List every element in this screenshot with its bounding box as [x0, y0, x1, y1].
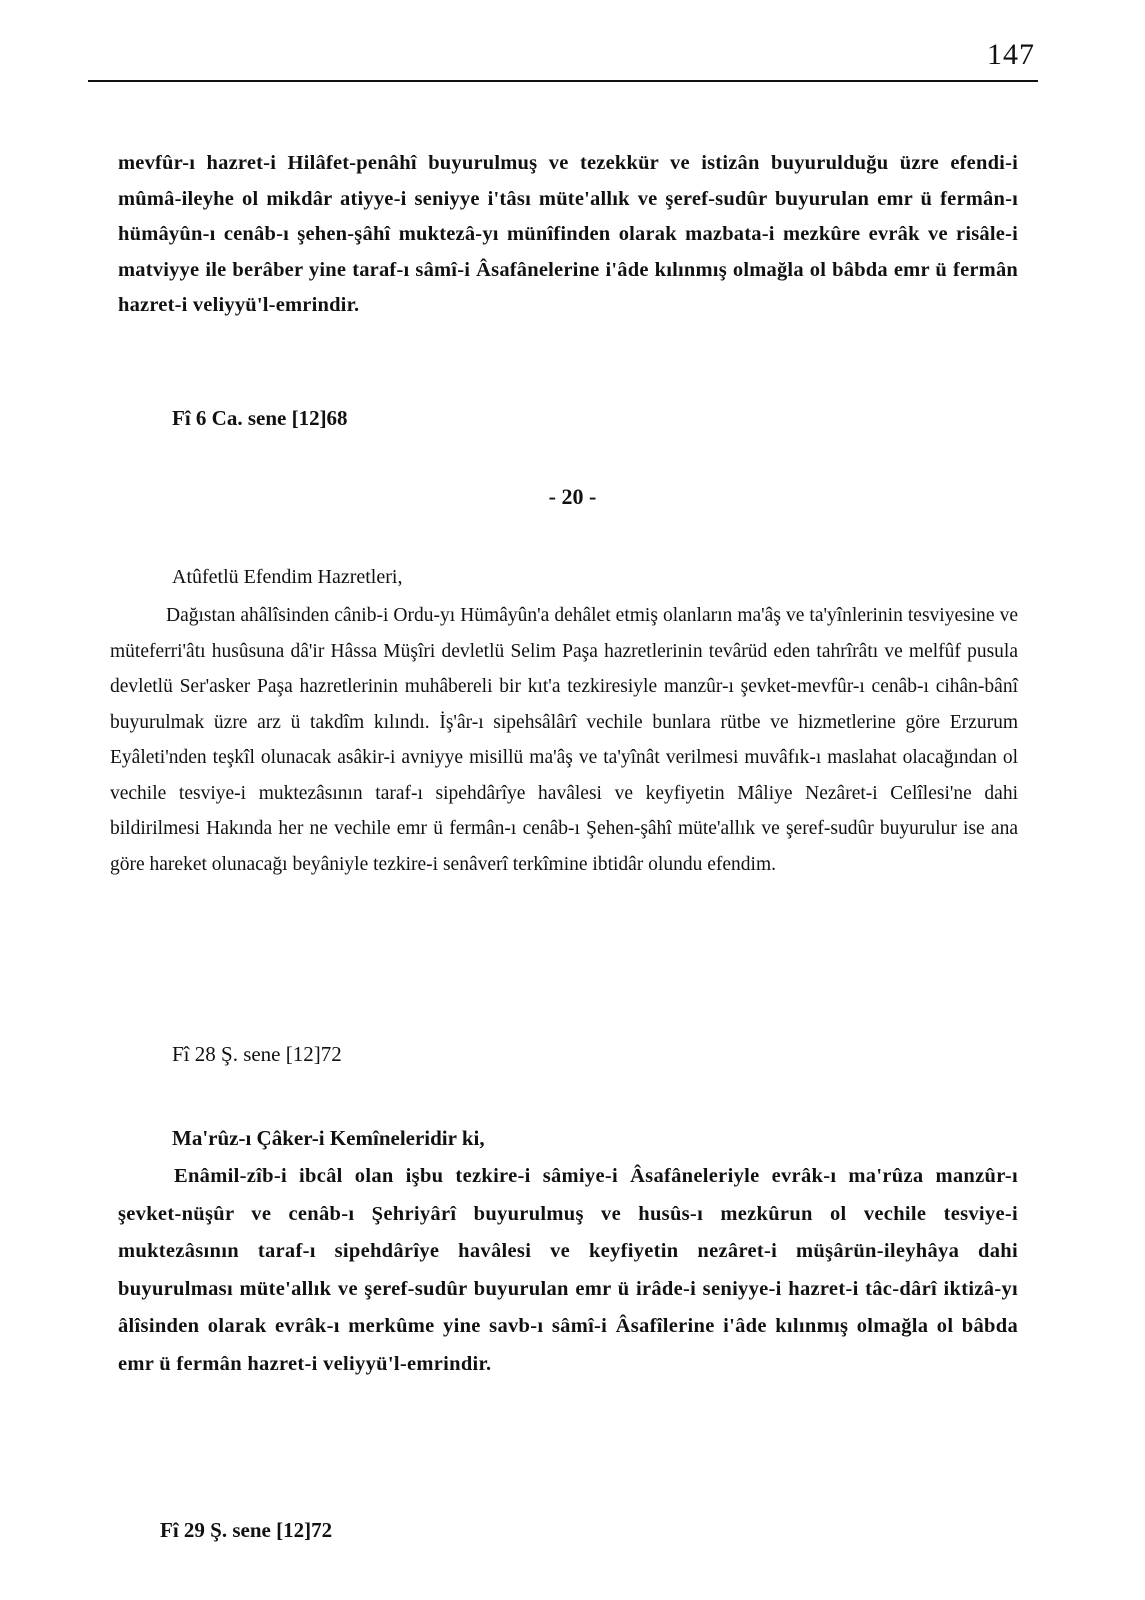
section2-text: Dağıstan ahâlîsinden cânib-i Ordu-yı Hümâyûn'a dehâlet etmiş olanların ma'âş ve ta'yînlerinin tesviyesine ve müteferri'âtı husûsuna dâ'ir Hâssa Müşîri devletlü Selim Paşa hazretlerinin tevârüd eden tahrîrâtı ve melfûf pusula devletlü Ser'asker Paşa hazretlerinin muhâbereli bir kıt'a tezkiresiyle manzûr-ı şevket-mevfûr-ı cenâb-ı cihân-bânî buyurulmak üzre arz ü takdîm kılındı. İş'âr-ı sipehsâlârî vechile bunlara rütbe ve hizmetlerine göre Erzurum Eyâleti'nden teşkîl olunacak asâkir-i avniyye misillü ma'âş ve ta'yînât verilmesi muvâfık-ı maslahat olacağından ol vechile tesviye-i muktezâsının taraf-ı sipehdârîye havâlesi ve keyfiyetin Mâliye Nezâret-i Celîlesi'ne dahi bildirilmesi Hakında her ne vechile emr ü fermân-ı cenâb-ı Şehen-şâhî müte'allık ve şeref-sudûr buyurulur ise ana göre hareket olunacağı beyâniyle tezkire-i senâverî terkîmine ibtidâr olundu efendim.	[110, 605, 1018, 875]
section2-salutation: Atûfetlü Efendim Hazretleri,	[172, 566, 403, 588]
section2-paragraph	[110, 598, 1018, 882]
page-number: 147	[987, 38, 1035, 71]
section3-text: Enâmil-zîb-i ibcâl olan işbu tezkire-i sâmiye-i Âsafâneleriyle evrâk-ı ma'rûza manzûr-ı şevket-nüşûr ve cenâb-ı Şehriyârî buyurulmuş ve husûs-ı mezkûrun ol vechile tesviye-i muktezâsının taraf-ı sipehdârîye havâlesi ve keyfiyetin nezâret-i müşârün-ileyhâya dahi buyurulması müte'allık ve şeref-sudûr buyurulan emr ü irâde-i seniyye-i hazret-i tâc-dârî iktizâ-yı âlîsinden olarak evrâk-ı merkûme yine savb-ı sâmî-i Âsafîlerine i'âde kılınmış olmağla ol bâbda emr ü fermân hazret-i veliyyü'l-emrindir.	[118, 1165, 1018, 1375]
section3-salutation: Ma'rûz-ı Çâker-i Kemîneleridir ki,	[172, 1126, 485, 1150]
header-rule	[88, 80, 1038, 82]
section1-text: mevfûr-ı hazret-i Hilâfet-penâhî buyurulmuş ve tezekkür ve istizân buyurulduğu üzre efendi-i mûmâ-ileyhe ol mikdâr atiyye-i seniyye i'tâsı müte'allık ve şeref-sudûr buyurulan emr ü fermân-ı hümâyûn-ı cenâb-ı şehen-şâhî muktezâ-yı münîfinden olarak mazbata-i mezkûre evrâk ve risâle-i matviyye ile berâber yine taraf-ı sâmî-i Âsafânelerine i'âde kılınmış olmağla ol bâbda emr ü fermân hazret-i veliyyü'l-emrindir.	[118, 152, 1018, 317]
section1-paragraph	[118, 146, 1018, 324]
section3-paragraph	[118, 1158, 1018, 1384]
section-number: - 20 -	[548, 484, 597, 509]
section3-date: Fî 29 Ş. sene [12]72	[160, 1518, 333, 1542]
section1-date: Fî 6 Ca. sene [12]68	[172, 406, 348, 430]
section2-date: Fî 28 Ş. sene [12]72	[172, 1042, 342, 1066]
